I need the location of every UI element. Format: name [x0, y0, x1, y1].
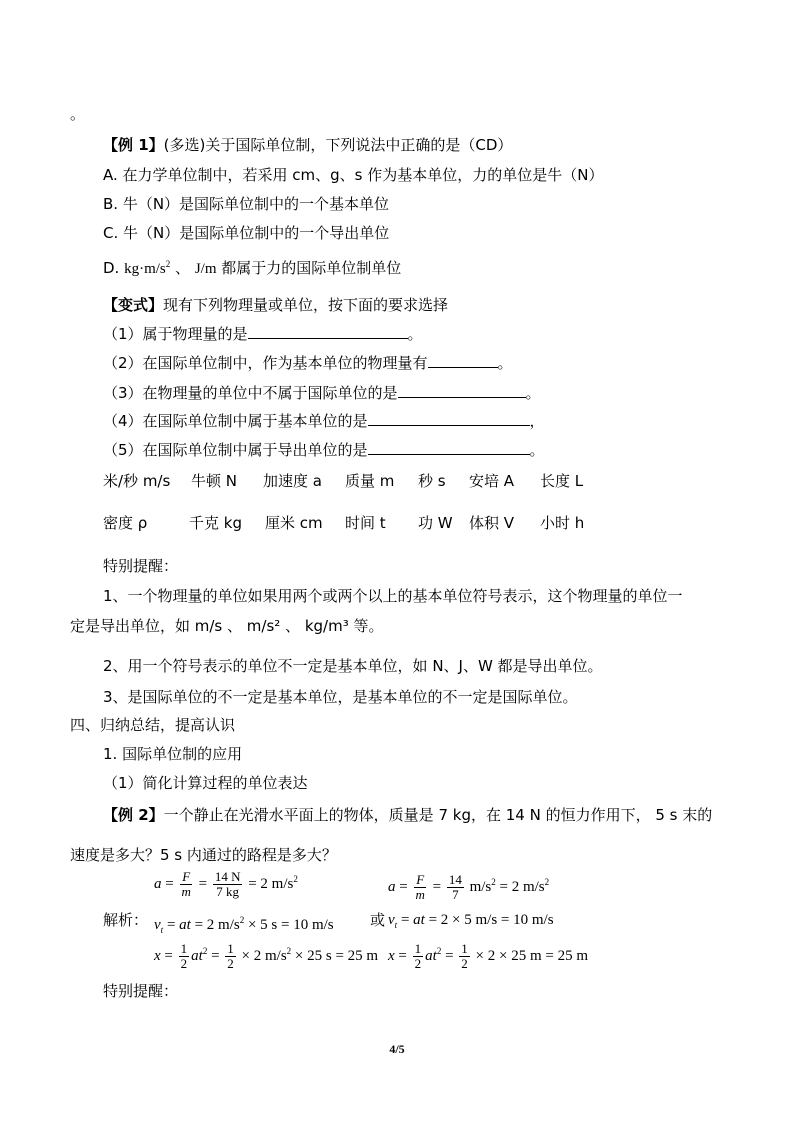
variant-q2-text: （2）在国际单位制中，作为基本单位的物理量有: [103, 354, 428, 372]
quantity-item: 小时 h: [540, 514, 585, 532]
section4-title: 四、归纳总结，提高认识: [70, 716, 236, 734]
formula-a-2: a = $\frac{F}{m}$ = $\frac{14}{7}$ $m/s^2 = 2$ $m/s^2$: [388, 872, 550, 903]
variant-q1-text: （1）属于物理量的是: [103, 325, 248, 343]
answer-blank-2[interactable]: [428, 353, 498, 368]
quantity-item: 功 W: [418, 514, 453, 532]
option-d-unit2: J/m: [194, 261, 217, 277]
formula-v-2: $v_t$ = at = 2 × 5 m/s = 10 m/s: [388, 912, 554, 930]
top-mark: 。: [70, 105, 86, 123]
quantity-item: 米/秒 m/s: [103, 472, 171, 490]
variant-q1: [103, 324, 423, 344]
reminder1-title: 特别提醒：: [103, 557, 179, 575]
example1-question: [103, 135, 512, 155]
reminder1-p3: 3、是国际单位的不一定是基本单位，是基本单位的不一定是国际单位。: [103, 688, 578, 706]
example1-option-b: B. 牛（N）是国际单位制中的一个基本单位: [103, 195, 390, 213]
quantity-item: 体积 V: [469, 514, 515, 532]
formula-a-1: a = $\frac{F}{m}$ = $\frac{14 N}{7 kg}$ = 2 $m/s^2$: [154, 869, 298, 900]
page-number: 4/5: [389, 1042, 405, 1056]
quantity-item: 厘米 cm: [265, 514, 323, 532]
reminder1-p1-line2: 定是导出单位，如 m/s 、 m/s² 、 kg/m³ 等。: [70, 617, 384, 635]
formula-x-1: x = $\frac{1}{2}$ $at^2$ = $\frac{1}{2}$ × 2 $m/s^2 \times 25$ s = 25 m: [154, 941, 379, 972]
quantity-item: 密度 ρ: [103, 514, 148, 532]
section4-sub1: 1. 国际单位制的应用: [103, 745, 243, 763]
reminder1-p1-line1: 1、一个物理量的单位如果用两个或两个以上的基本单位符号表示，这个物理量的单位一: [103, 587, 683, 605]
section4-sub1-1: （1）简化计算过程的单位表达: [103, 774, 308, 792]
variant-q3-end: 。: [525, 384, 541, 402]
option-d-unit1: kg·m/s: [124, 261, 166, 277]
or-label: 或: [370, 911, 386, 929]
variant-q4-end: ，: [529, 412, 545, 430]
variant-q3: [103, 383, 541, 403]
option-d-sep: 、: [170, 259, 195, 277]
option-d-suffix: 都属于力的国际单位制单位: [216, 259, 402, 277]
variant-q2: [103, 353, 513, 373]
answer-blank-4[interactable]: [368, 411, 530, 426]
variant-q5: [103, 440, 545, 460]
reminder2-title: 特别提醒：: [103, 982, 179, 1000]
quantity-item: 秒 s: [418, 472, 446, 490]
quantity-item: 牛顿 N: [191, 472, 237, 490]
variant-intro-text: 现有下列物理量或单位，按下面的要求选择: [163, 296, 449, 314]
variant-q4-text: （4）在国际单位制中属于基本单位的是: [103, 412, 368, 430]
quantity-item: 质量 m: [345, 472, 395, 490]
option-d-sup: 2: [165, 259, 171, 269]
quantity-item: 加速度 a: [263, 472, 322, 490]
example2-line1-text: 一个静止在光滑水平面上的物体，质量是 7 kg，在 14 N 的恒力作用下， 5 s 末的: [163, 806, 713, 824]
example2-tag: 【例 2】: [103, 806, 164, 824]
reminder1-p2: 2、用一个符号表示的单位不一定是基本单位，如 N、J、W 都是导出单位。: [103, 657, 603, 675]
variant-q3-text: （3）在物理量的单位中不属于国际单位的是: [103, 384, 398, 402]
variant-q2-end: 。: [497, 354, 513, 372]
example1-option-d: [103, 254, 401, 279]
quantity-item: 安培 A: [469, 472, 515, 490]
example1-tag: 【例 1】: [103, 136, 164, 154]
example2-line1: [103, 805, 712, 825]
variant-q5-end: 。: [529, 441, 545, 459]
formula-x-2: x = $\frac{1}{2}$ $at^2$ = $\frac{1}{2}$ × 2 × 25 m = 25 m: [388, 941, 588, 972]
variant-q1-end: 。: [407, 325, 423, 343]
solution-label: 解析：: [103, 911, 149, 929]
answer-blank-1[interactable]: [248, 324, 408, 339]
example1-option-c: C. 牛（N）是国际单位制中的一个导出单位: [103, 224, 390, 242]
example1-question-text: (多选)关于国际单位制，下列说法中正确的是（CD）: [163, 136, 513, 154]
variant-q4: [103, 411, 545, 431]
variant-q5-text: （5）在国际单位制中属于导出单位的是: [103, 441, 368, 459]
formula-v-1: $v_t$ = at = 2 $m/s^2 \times 5$ s = 10 m/s: [154, 915, 334, 935]
quantity-item: 长度 L: [540, 472, 584, 490]
option-d-prefix: D.: [103, 259, 125, 277]
quantity-item: 千克 kg: [189, 514, 242, 532]
variant-tag: 【变式】: [103, 296, 164, 314]
example2-line2: 速度是多大？5 s 内通过的路程是多大？: [70, 846, 337, 864]
answer-blank-5[interactable]: [368, 440, 530, 455]
variant-intro: [103, 295, 448, 315]
example1-option-a: A. 在力学单位制中，若采用 cm、g、s 作为基本单位，力的单位是牛（N）: [103, 166, 604, 184]
answer-blank-3[interactable]: [398, 383, 526, 398]
quantity-item: 时间 t: [345, 514, 386, 532]
